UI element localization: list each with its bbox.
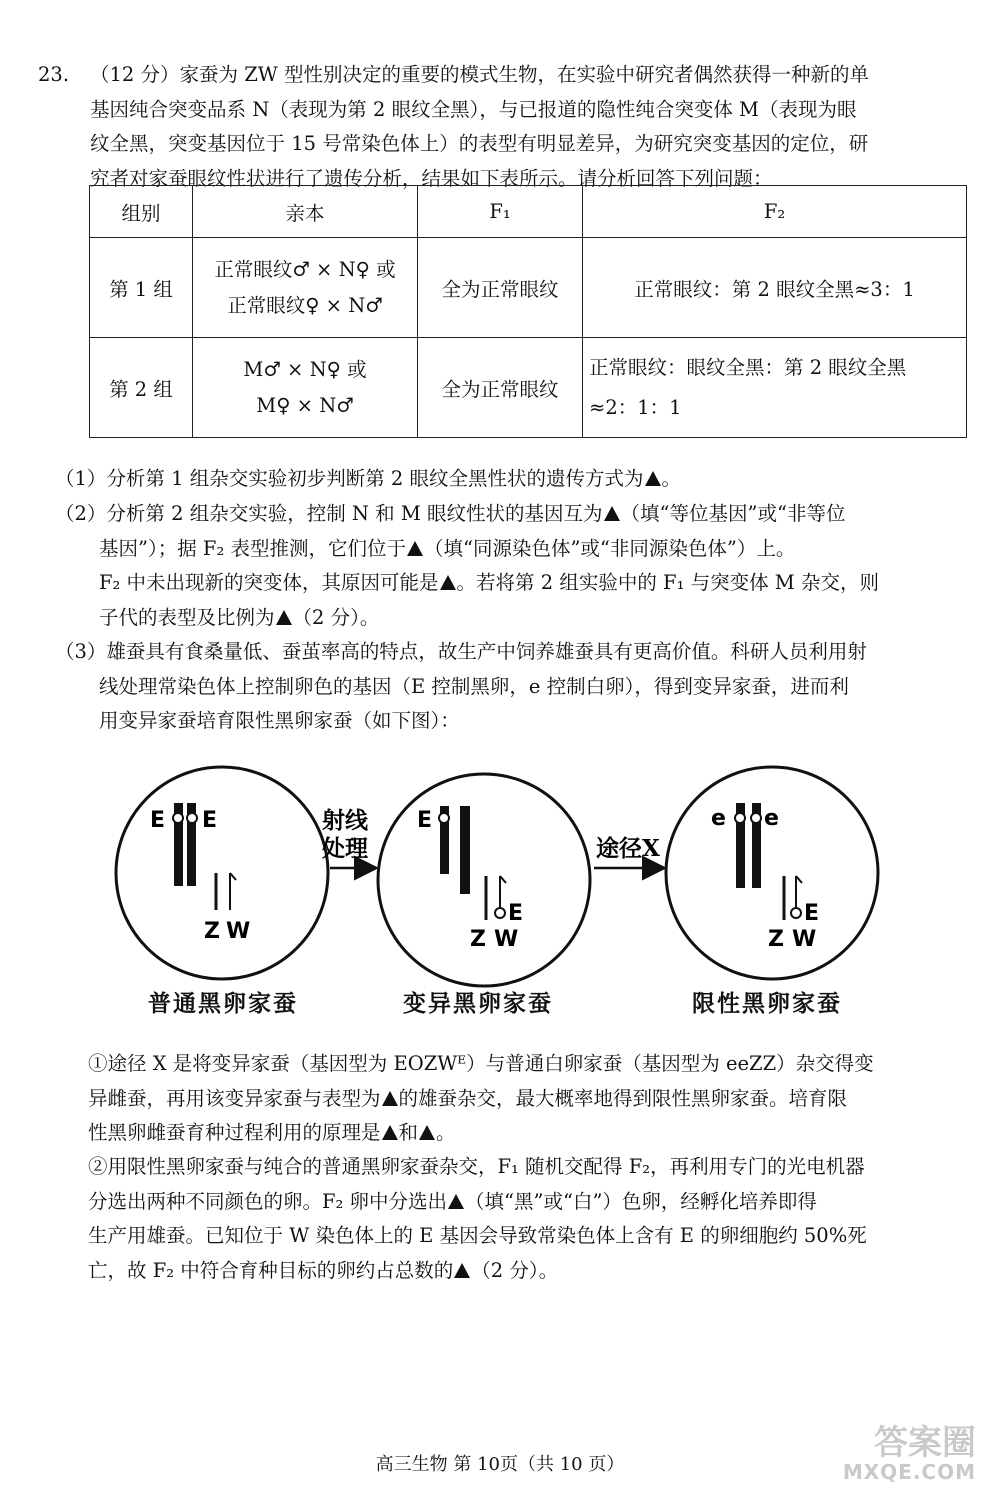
q2-line1 bbox=[55, 497, 970, 532]
table-row bbox=[90, 338, 967, 438]
sub1-line3 bbox=[88, 1116, 970, 1151]
page-footer: 高三生物 第 10页（共 10 页） bbox=[375, 1454, 625, 1475]
sub1-line3-a: 性黑卵雌蚕育种过程利用的原理是 bbox=[88, 1121, 381, 1144]
cell2-z: Z bbox=[470, 927, 486, 952]
watermark-logo: 答案圈 bbox=[874, 1423, 976, 1463]
row1-group: 第 1 组 bbox=[90, 238, 193, 338]
q3-line3: 用变异家蚕培育限性黑卵家蚕（如下图）： bbox=[99, 709, 460, 732]
q2-line1-a: （2）分析第 2 组杂交实验，控制 N 和 M 眼纹性状的基因互为 bbox=[55, 502, 603, 525]
question-intro bbox=[90, 58, 970, 196]
blank-triangle-icon bbox=[645, 471, 661, 486]
arrow1-label-line2: 处理 bbox=[322, 835, 368, 862]
sub1-line2-b: 的雄蚕杂交，最大概率地得到限性黑卵家蚕。培育限 bbox=[398, 1086, 848, 1110]
sub1-line1: ①途径 X 是将变异家蚕（基因型为 EOZWᴱ）与普通白卵家蚕（基因型为 eeZZ）杂交得变 bbox=[88, 1052, 874, 1075]
row2-group: 第 2 组 bbox=[90, 338, 193, 438]
q2-line3-b: 。若将第 2 组实验中的 F₁ 与突变体 M 杂交，则 bbox=[456, 571, 879, 594]
row2-f1: 全为正常眼纹 bbox=[418, 338, 583, 438]
header-f1: F₁ bbox=[418, 186, 583, 238]
caption-variant-black: 变异黑卵家蚕 bbox=[403, 990, 553, 1017]
sub2-line2-b: （填“黑”或“白”）色卵，经孵化培养即得 bbox=[465, 1189, 817, 1213]
cell3-gene-right: e bbox=[764, 806, 779, 831]
q2-line4 bbox=[55, 601, 970, 636]
cell-variant-black bbox=[378, 774, 590, 986]
header-group: 组别 bbox=[90, 186, 193, 238]
q3-line1: （3）雄蚕具有食桑量低、蚕茧率高的特点，故生产中饲养雄蚕具有更高价值。科研人员利用射 bbox=[55, 640, 867, 663]
arrow2-label: 途径X bbox=[596, 835, 660, 862]
cell2-w: W bbox=[494, 927, 519, 952]
sub2-line2-a: 分选出两种不同颜色的卵。F₂ 卵中分选出 bbox=[88, 1189, 448, 1213]
row2-parent-line1: M♂ × N♀ 或 bbox=[243, 357, 367, 381]
sub2-line4-a: 亡，故 F₂ 中符合育种目标的卵约占总数的 bbox=[88, 1258, 454, 1282]
sub2-line4-b: （2 分）。 bbox=[471, 1258, 559, 1282]
q2-line3 bbox=[55, 566, 970, 601]
q3 bbox=[55, 635, 970, 739]
row2-f2-line2: ≈2：1：1 bbox=[589, 395, 682, 419]
cell3-gene-left: e bbox=[711, 806, 726, 831]
blank-triangle-icon bbox=[382, 1091, 398, 1106]
cell1-gene-right: E bbox=[202, 808, 218, 833]
q2-line2-a: 基因”）；据 F₂ 表型推测，它们位于 bbox=[99, 536, 406, 560]
sub2 bbox=[88, 1150, 970, 1288]
cell3-w-gene: E bbox=[804, 901, 820, 926]
q1-end: 。 bbox=[661, 467, 682, 490]
caption-normal-black: 普通黑卵家蚕 bbox=[148, 990, 298, 1017]
row2-parent-line2: M♀ × N♂ bbox=[256, 393, 354, 417]
cell1-gene-left: E bbox=[150, 808, 166, 833]
q2-line2 bbox=[55, 532, 970, 567]
row1-parent-line2: 正常眼纹♀ × N♂ bbox=[227, 293, 383, 317]
cell-normal-black bbox=[116, 767, 328, 979]
blank-triangle-icon bbox=[382, 1125, 398, 1140]
header-f2: F₂ bbox=[583, 186, 967, 238]
row1-f1: 全为正常眼纹 bbox=[418, 238, 583, 338]
question-number: 23. bbox=[38, 63, 70, 86]
blank-triangle-icon bbox=[407, 541, 423, 556]
cell-sex-limited-black bbox=[666, 767, 878, 979]
q2-line3-a: F₂ 中未出现新的突变体，其原因可能是 bbox=[99, 571, 439, 594]
cell2-w-gene: E bbox=[508, 901, 524, 926]
cell1-w: W bbox=[226, 919, 251, 944]
row2-f2 bbox=[583, 338, 967, 438]
row1-f2: 正常眼纹：第 2 眼纹全黑≈3：1 bbox=[583, 238, 967, 338]
sub2-line2 bbox=[88, 1185, 970, 1220]
caption-sex-limited-black: 限性黑卵家蚕 bbox=[692, 990, 842, 1017]
watermark-url: MXQE.COM bbox=[842, 1460, 976, 1484]
cell1-z: Z bbox=[204, 919, 220, 944]
blank-triangle-icon bbox=[604, 506, 620, 521]
blank-triangle-icon bbox=[440, 575, 456, 590]
sub2-line1: ②用限性黑卵家蚕与纯合的普通黑卵家蚕杂交，F₁ 随机交配得 F₂，再利用专门的光电机器 bbox=[88, 1155, 865, 1178]
blank-triangle-icon bbox=[448, 1194, 464, 1209]
blank-triangle-icon bbox=[276, 610, 292, 625]
q2-line2-b: （填“同源染色体”或“非同源染色体”）上。 bbox=[423, 536, 796, 560]
row2-f2-line1: 正常眼纹：眼纹全黑：第 2 眼纹全黑 bbox=[589, 355, 907, 379]
sub1-line2 bbox=[88, 1082, 970, 1117]
sub2-line3: 生产用雄蚕。已知位于 W 染色体上的 E 基因会导致常染色体上含有 E 的卵细胞约 50%死 bbox=[88, 1224, 867, 1247]
sub1-line2-a: 异雌蚕，再用该变异家蚕与表型为 bbox=[88, 1086, 381, 1110]
table-row bbox=[90, 238, 967, 338]
blank-triangle-icon bbox=[419, 1125, 435, 1140]
intro-line-1: （12 分）家蚕为 ZW 型性别决定的重要的模式生物，在实验中研究者偶然获得一种新的单 bbox=[90, 63, 870, 86]
arrow1-label-line1: 射线 bbox=[322, 807, 368, 834]
blank-triangle-icon bbox=[454, 1263, 470, 1278]
sub1-line3-c: 。 bbox=[436, 1121, 456, 1144]
intro-line-3: 纹全黑，突变基因位于 15 号常染色体上）的表型有明显差异，为研究突变基因的定位，研 bbox=[90, 132, 869, 155]
table-header-row bbox=[90, 186, 967, 238]
sub2-line4 bbox=[88, 1254, 970, 1289]
row1-parents bbox=[193, 238, 418, 338]
cell3-w: W bbox=[792, 927, 817, 952]
row1-parent-line1: 正常眼纹♂ × N♀ 或 bbox=[214, 257, 396, 281]
q1-text: （1）分析第 1 组杂交实验初步判断第 2 眼纹全黑性状的遗传方式为 bbox=[55, 467, 644, 490]
q1 bbox=[55, 462, 970, 497]
row2-parents bbox=[193, 338, 418, 438]
intro-line-4: 究者对家蚕眼纹性状进行了遗传分析，结果如下表所示。请分析回答下列问题： bbox=[90, 166, 773, 190]
q3-line2: 线处理常染色体上控制卵色的基因（E 控制黑卵，e 控制白卵），得到变异家蚕，进而利 bbox=[99, 674, 849, 698]
q2-line1-b: （填“等位基因”或“非等位 bbox=[620, 502, 846, 525]
intro-line-2: 基因纯合突变品系 N（表现为第 2 眼纹全黑），与已报道的隐性纯合突变体 M（表现为眼 bbox=[90, 97, 857, 121]
header-parents: 亲本 bbox=[193, 186, 418, 238]
genetics-table bbox=[89, 185, 967, 438]
cell3-z: Z bbox=[768, 927, 784, 952]
q2-line4-b: （2 分）。 bbox=[292, 605, 380, 629]
q2-line4-a: 子代的表型及比例为 bbox=[99, 605, 275, 629]
sub1-line3-b: 和 bbox=[398, 1121, 419, 1144]
cell2-gene-left: E bbox=[417, 808, 433, 833]
q2 bbox=[55, 497, 970, 635]
sub1 bbox=[88, 1047, 970, 1151]
